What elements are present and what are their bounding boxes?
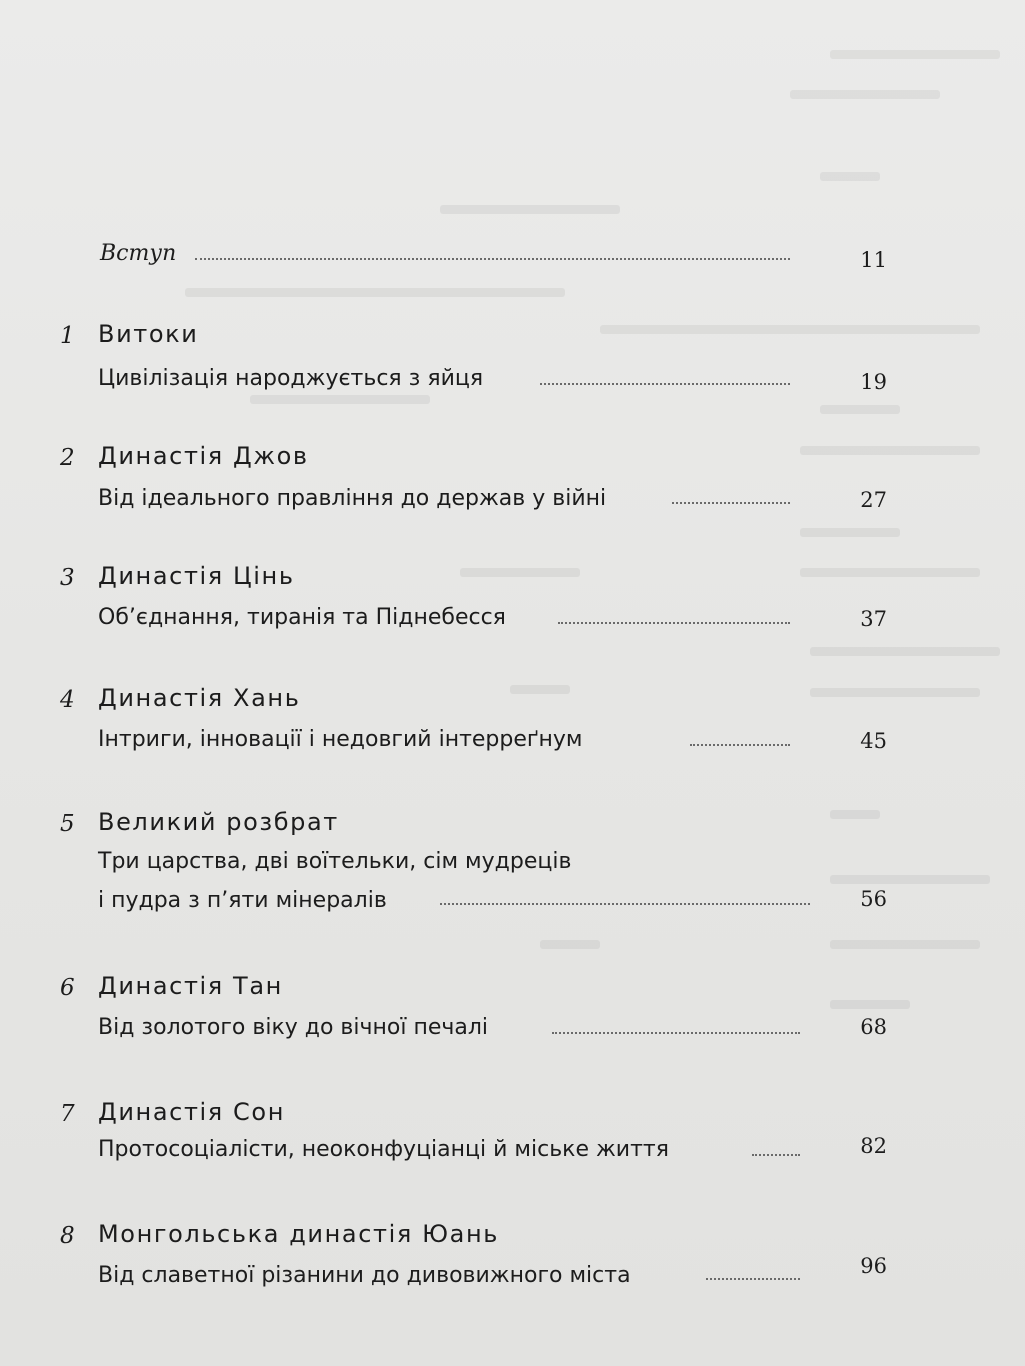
chapter-number: 7 xyxy=(60,1101,75,1127)
dot-leader xyxy=(195,258,790,260)
page-number: 37 xyxy=(860,607,887,631)
page-number: 27 xyxy=(860,488,887,512)
chapter-title: Династія Тан xyxy=(98,972,283,1000)
dot-leader xyxy=(552,1032,800,1034)
toc-chapter-entry[interactable] xyxy=(0,972,1025,1052)
chapter-title: Витоки xyxy=(98,320,199,348)
toc-intro-entry[interactable] xyxy=(0,240,1025,274)
dot-leader xyxy=(672,502,790,504)
chapter-number: 8 xyxy=(60,1223,75,1249)
dot-leader xyxy=(440,903,810,905)
chapter-number: 2 xyxy=(60,445,75,471)
page-number: 96 xyxy=(860,1254,887,1278)
chapter-title: Династія Сон xyxy=(98,1098,285,1126)
toc-chapter-entry[interactable] xyxy=(0,1098,1025,1178)
chapter-title: Монгольська династія Юань xyxy=(98,1220,499,1248)
chapter-number: 3 xyxy=(60,565,75,591)
page-number: 19 xyxy=(860,370,887,394)
chapter-title: Великий розбрат xyxy=(98,808,339,836)
dot-leader xyxy=(706,1278,800,1280)
intro-title: Вступ xyxy=(100,241,177,266)
dot-leader xyxy=(558,622,790,624)
toc-chapter-entry[interactable] xyxy=(0,808,1025,928)
chapter-subtitle: Протосоціалісти, неоконфуціанці й міське життя xyxy=(98,1137,669,1162)
chapter-subtitle: Від славетної різанини до дивовижного міста xyxy=(98,1263,631,1288)
toc-chapter-entry[interactable] xyxy=(0,1220,1025,1300)
chapter-title: Династія Цінь xyxy=(98,562,295,590)
toc-chapter-entry[interactable] xyxy=(0,684,1025,764)
page-number: 11 xyxy=(860,248,887,272)
page-number: 68 xyxy=(860,1015,887,1039)
dot-leader xyxy=(690,744,790,746)
chapter-title: Династія Хань xyxy=(98,684,301,712)
page-number: 82 xyxy=(860,1134,887,1158)
page-number: 45 xyxy=(860,729,887,753)
chapter-number: 5 xyxy=(60,811,75,837)
toc-chapter-entry[interactable] xyxy=(0,562,1025,642)
chapter-subtitle-line-1: Три царства, дві воїтельки, сім мудреців xyxy=(98,849,572,874)
chapter-subtitle: Від ідеального правління до держав у війні xyxy=(98,486,607,511)
toc-chapter-entry[interactable] xyxy=(0,320,1025,400)
chapter-number: 1 xyxy=(60,323,75,349)
chapter-subtitle-line-2: і пудра з п’яти мінералів xyxy=(98,888,387,913)
chapter-subtitle: Від золотого віку до вічної печалі xyxy=(98,1015,489,1040)
chapter-subtitle: Цивілізація народжується з яйця xyxy=(98,366,484,391)
chapter-subtitle: Інтриги, інновації і недовгий інтерреґнум xyxy=(98,727,583,752)
dot-leader xyxy=(540,383,790,385)
page-number: 56 xyxy=(860,887,887,911)
dot-leader xyxy=(752,1154,800,1156)
toc-chapter-entry[interactable] xyxy=(0,442,1025,522)
chapter-subtitle: Об’єднання, тиранія та Піднебесся xyxy=(98,605,506,630)
chapter-title: Династія Джов xyxy=(98,442,309,470)
chapter-number: 6 xyxy=(60,975,75,1001)
chapter-number: 4 xyxy=(60,687,75,713)
